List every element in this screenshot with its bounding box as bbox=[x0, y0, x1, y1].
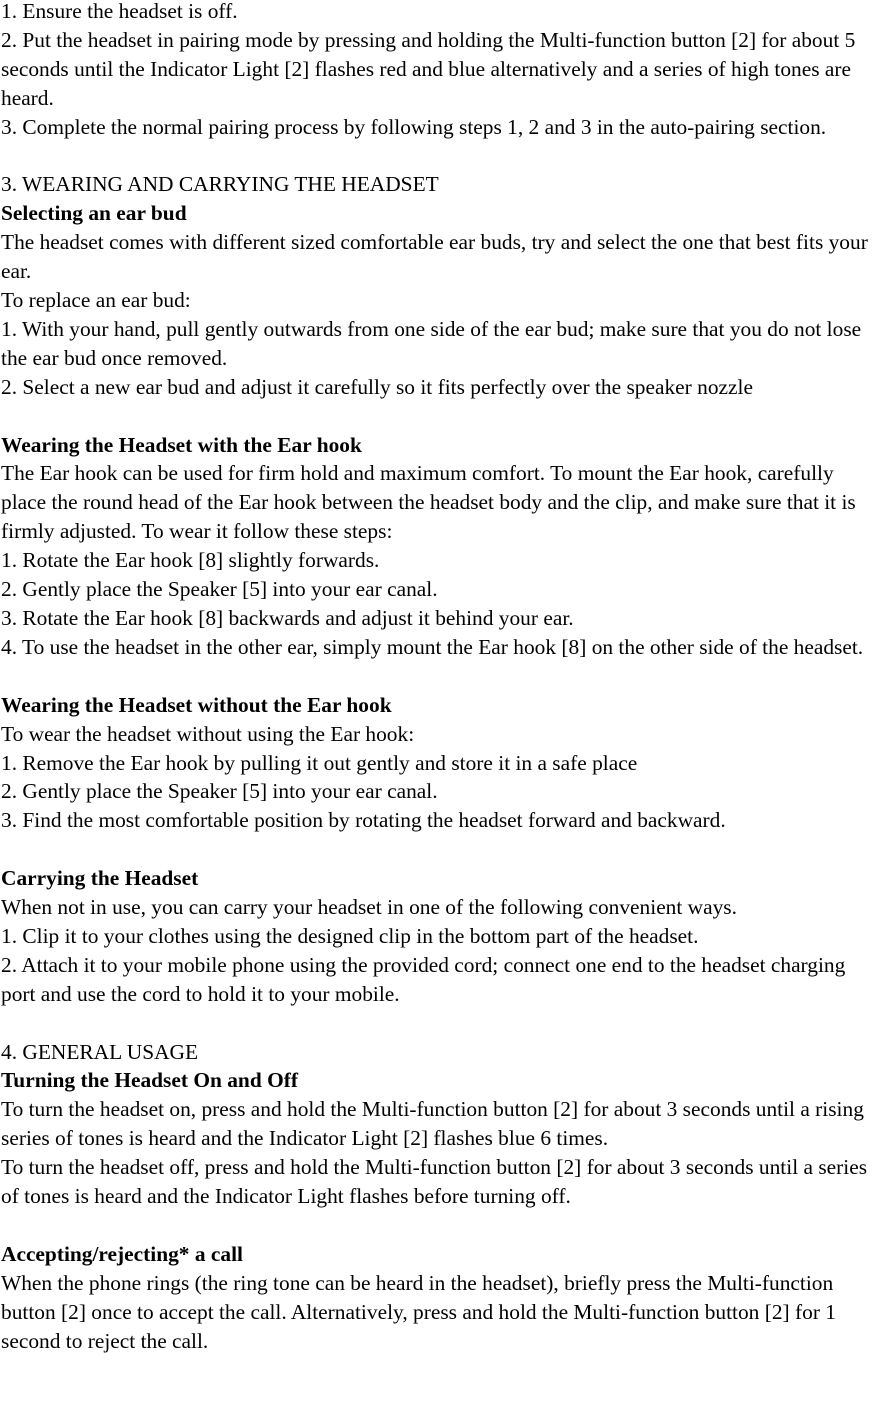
without-ear-hook-step-1: 1. Remove the Ear hook by pulling it out gently and store it in a safe place bbox=[1, 750, 638, 775]
ear-bud-step-1: 1. With your hand, pull gently outwards from one side of the ear bud; make sure that you do not lose the ear bud once removed. bbox=[1, 316, 862, 370]
section-4-title: 4. GENERAL USAGE bbox=[1, 1039, 199, 1064]
manual-page bbox=[1, 0, 881, 1356]
ear-bud-replace-label: To replace an ear bud: bbox=[1, 288, 191, 313]
pairing-step-1: 1. Ensure the headset is off. bbox=[1, 0, 238, 23]
with-ear-hook-step-3: 3. Rotate the Ear hook [8] backwards and adjust it behind your ear. bbox=[1, 606, 574, 630]
turn-on-text: To turn the headset on, press and hold the Multi-function button [2] for about 3 seconds until a rising series of tones is heard and the Indicator Light [2] flashes blue 6 times. bbox=[1, 1097, 864, 1151]
with-ear-hook-step-4: 4. To use the headset in the other ear, simply mount the Ear hook [8] on the other side of the headset. bbox=[1, 634, 864, 659]
turn-off-text: To turn the headset off, press and hold the Multi-function button [2] for about 3 seconds until a series of tones is heard and the Indicator Light flashes before turning off. bbox=[1, 1155, 868, 1209]
paragraph-gap bbox=[1, 142, 881, 171]
carrying-step-1: 1. Clip it to your clothes using the designed clip in the bottom part of the headset. bbox=[1, 923, 699, 948]
with-ear-hook-intro: The Ear hook can be used for firm hold and maximum comfort. To mount the Ear hook, carefully place the round head of the Ear hook between the headset body and the clip, and make sure that it is firmly adjusted. To wear it follow these steps: bbox=[1, 461, 856, 544]
paragraph-gap bbox=[1, 1009, 881, 1038]
paragraph-gap bbox=[1, 835, 881, 864]
pairing-step-3: 3. Complete the normal pairing process by following steps 1, 2 and 3 in the auto-pairing section. bbox=[1, 114, 827, 139]
calls-heading: Accepting/rejecting* a call bbox=[1, 1241, 243, 1266]
without-ear-hook-step-2: 2. Gently place the Speaker [5] into your ear canal. bbox=[1, 779, 438, 804]
calls-text: When the phone rings (the ring tone can be heard in the headset), briefly press the Multi-function button [2] once to accept the call. Alternatively, press and hold the Multi-function button [2] for 1 second to reject the call. bbox=[1, 1270, 836, 1353]
with-ear-hook-step-2: 2. Gently place the Speaker [5] into your ear canal. bbox=[1, 577, 438, 602]
with-ear-hook-heading: Wearing the Headset with the Ear hook bbox=[1, 432, 362, 457]
paragraph-gap bbox=[1, 662, 881, 691]
without-ear-hook-heading: Wearing the Headset without the Ear hook bbox=[1, 692, 392, 717]
without-ear-hook-step-3: 3. Find the most comfortable position by rotating the headset forward and backward. bbox=[1, 808, 726, 833]
carrying-step-2: 2. Attach it to your mobile phone using the provided cord; connect one end to the headset charging port and use the cord to hold it to your mobile. bbox=[1, 952, 846, 1006]
ear-bud-step-2: 2. Select a new ear bud and adjust it carefully so it fits perfectly over the speaker nozzle bbox=[1, 374, 753, 399]
paragraph-gap bbox=[1, 1211, 881, 1240]
section-3-title: 3. WEARING AND CARRYING THE HEADSET bbox=[1, 172, 439, 197]
on-off-heading: Turning the Headset On and Off bbox=[1, 1068, 298, 1093]
paragraph-gap bbox=[1, 402, 881, 431]
ear-bud-heading: Selecting an ear bud bbox=[1, 201, 187, 226]
pairing-step-2: 2. Put the headset in pairing mode by pressing and holding the Multi-function button [2] for about 5 seconds until the Indicator Light [2] flashes red and blue alternatively and a series of high tones are heard. bbox=[1, 27, 856, 110]
with-ear-hook-step-1: 1. Rotate the Ear hook [8] slightly forwards. bbox=[1, 548, 380, 573]
without-ear-hook-intro: To wear the headset without using the Ear hook: bbox=[1, 721, 415, 746]
carrying-heading: Carrying the Headset bbox=[1, 866, 199, 891]
ear-bud-intro: The headset comes with different sized comfortable ear buds, try and select the one that best fits your ear. bbox=[1, 230, 868, 284]
carrying-intro: When not in use, you can carry your headset in one of the following convenient ways. bbox=[1, 895, 737, 920]
